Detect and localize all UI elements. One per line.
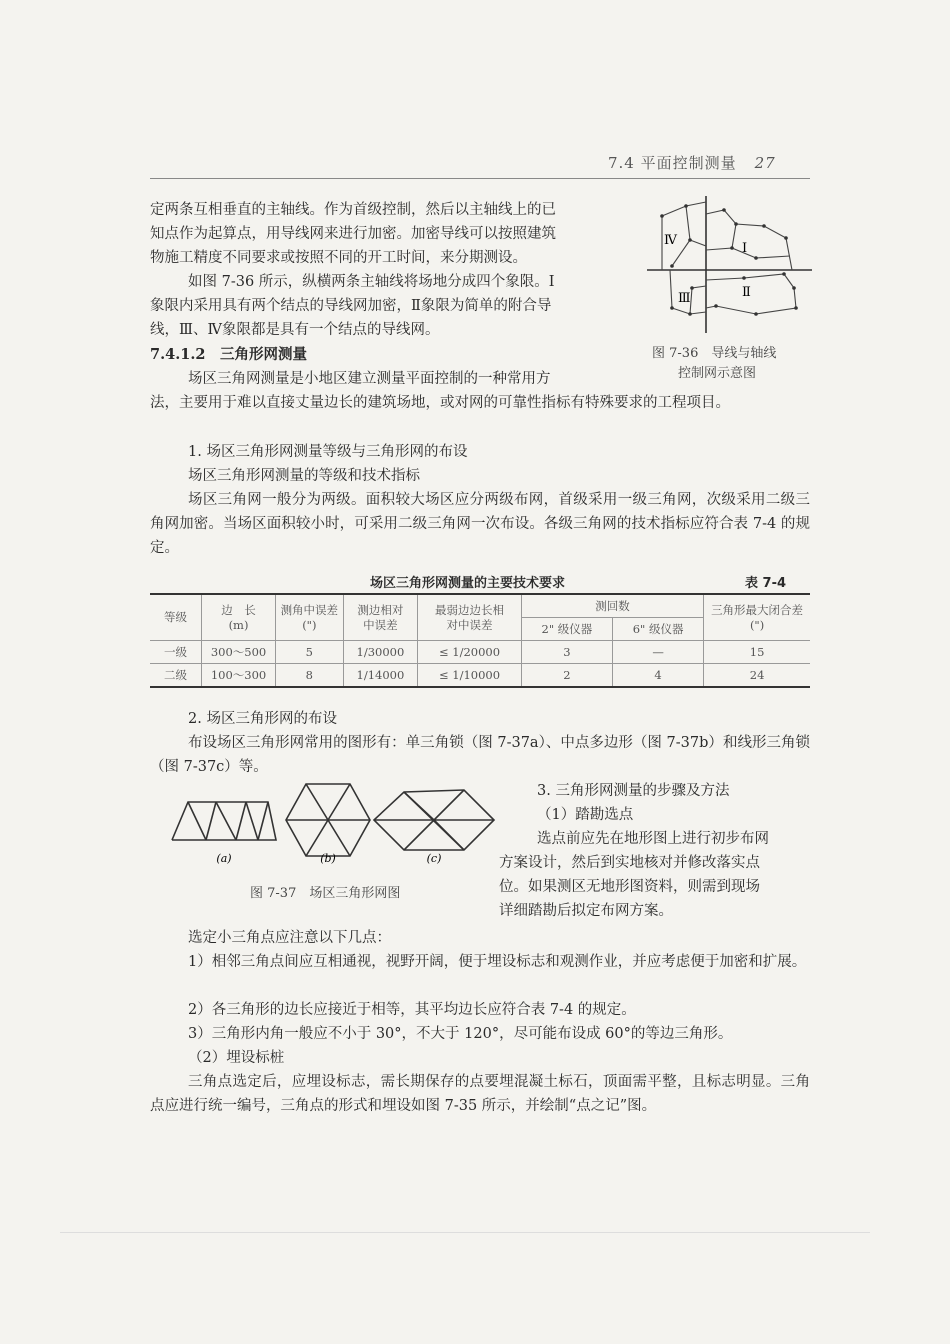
paragraph-6-line: 位。如果测区无地形图资料，则需到现场	[499, 879, 760, 895]
header-angle-error: 测角中误差 (")	[275, 594, 343, 641]
paragraph-3-rest: 法，主要用于难以直接丈量边长的建筑场地，或对网的可靠性指标有特殊要求的工程项目。	[150, 395, 730, 411]
running-head	[608, 152, 776, 173]
figure-7-37-caption: 图 7-37 场区三角形网图	[250, 886, 401, 901]
cell-grade: 一级	[150, 641, 202, 664]
running-head-section: 7.4 平面控制测量	[608, 154, 737, 172]
cell-rounds-6: 4	[613, 664, 704, 688]
subheading: 场区三角形网测量的等级和技术指标	[188, 468, 420, 484]
paragraph-3-line: 场区三角网测量是小地区建立测量平面控制的一种常用方	[188, 371, 551, 387]
header-grade: 等级	[150, 594, 202, 641]
paragraph-6-line: 方案设计，然后到实地核对并修改落实点	[499, 855, 760, 871]
note-1: 1）相邻三角点间应互相通视，视野开阔，便于埋设标志和观测作业，并应考虑便于加密和扩展。	[188, 954, 807, 970]
list-heading-2: 2. 场区三角形网的布设	[188, 711, 337, 727]
cell-rel: 1/14000	[343, 664, 417, 688]
quadrant-label-iv: Ⅳ	[664, 233, 677, 248]
single-triangle-chain	[172, 802, 276, 840]
paragraph-2-line: 如图 7-36 所示，纵横两条主轴线将场地分成四个象限。Ⅰ	[188, 274, 555, 290]
figure-c-label: (c)	[426, 852, 442, 865]
paragraph-6-line: 详细踏勘后拟定布网方案。	[499, 903, 673, 919]
step-heading-2: （2）埋设标桩	[188, 1050, 285, 1066]
quadrant-label-ii: Ⅱ	[742, 285, 751, 300]
quadrant-i-traverse	[732, 248, 790, 258]
table-number: 表 7-4	[745, 576, 787, 591]
note-3: 3）三角形内角一般应不小于 30°，不大于 120°，尽可能布设成 60°的等边三角形。	[188, 1026, 733, 1042]
header-weakest-side-error: 最弱边边长相 对中误差	[418, 594, 522, 641]
cell-angle: 5	[275, 641, 343, 664]
quadrant-i-traverse	[706, 224, 736, 250]
linear-triangle-chain	[374, 790, 494, 850]
cell-side: 100～300	[202, 664, 276, 688]
cell-rel: 1/30000	[343, 641, 417, 664]
note-2: 2）各三角形的边长应接近于相等，其平均边长应符合表 7-4 的规定。	[188, 1002, 636, 1018]
list-heading-3: 3. 三角形网测量的步骤及方法	[537, 783, 730, 799]
figure-a-label: (a)	[216, 852, 232, 865]
quadrant-i-traverse	[706, 210, 792, 270]
cell-weak: ≤ 1/20000	[418, 641, 522, 664]
section-heading: 7.4.1.2 三角形网测量	[150, 346, 308, 363]
paragraph-2-line: 象限内采用具有两个结点的导线网加密，Ⅱ象限为简单的附合导	[150, 298, 552, 314]
header-6-second-instrument: 6" 级仪器	[613, 618, 704, 641]
cell-rounds-6: —	[613, 641, 704, 664]
paragraph-1-line: 定两条互相垂直的主轴线。作为首级控制，然后以主轴线上的已	[150, 202, 556, 218]
table-title: 场区三角形网测量的主要技术要求	[370, 576, 566, 591]
figure-7-36-caption-line2: 控制网示意图	[678, 366, 757, 381]
header-side-length: 边 长 (m)	[202, 594, 276, 641]
figure-b-label: (b)	[320, 852, 336, 865]
triangulation-network-figure	[168, 782, 508, 882]
header-closure: 三角形最大闭合差 (")	[704, 594, 810, 641]
paragraph-1-line: 物施工精度不同要求或按照不同的开工时间，来分期测设。	[150, 250, 527, 266]
technical-requirements-table	[150, 593, 810, 688]
paragraph-7: 选定小三角点应注意以下几点：	[188, 930, 391, 946]
page-number: 27	[754, 154, 776, 172]
cell-closure: 15	[704, 641, 810, 664]
paragraph-1-line: 知点作为起算点，用导线网来进行加密。加密导线可以按照建筑	[150, 226, 556, 242]
paragraph-2-line: 线，Ⅲ、Ⅳ象限都是具有一个结点的导线网。	[150, 322, 440, 338]
cell-rounds-2: 2	[521, 664, 612, 688]
paragraph-8: 三角点选定后，应埋设标志，需长期保存的点要埋混凝土标石，顶面需平整，且标志明显。三角点应进行统一编号，三角点的形式和埋设如图 7-35 所示，并绘制“点之记”图。	[150, 1074, 810, 1114]
figure-7-36-caption-line1: 图 7-36 导线与轴线	[652, 346, 777, 361]
cell-grade: 二级	[150, 664, 202, 688]
table-row	[150, 664, 810, 688]
paragraph-6-line: 选点前应先在地形图上进行初步布网	[537, 831, 769, 847]
header-2-second-instrument: 2" 级仪器	[521, 618, 612, 641]
table-row	[150, 641, 810, 664]
cell-side: 300～500	[202, 641, 276, 664]
paragraph-5: 布设场区三角形网常用的图形有：单三角锁（图 7-37a）、中点多边形（图 7-37b）和线形三角锁（图 7-37c）等。	[150, 735, 810, 775]
quadrant-label-iii: Ⅲ	[678, 291, 691, 306]
cell-closure: 24	[704, 664, 810, 688]
traverse-axis-network-figure	[644, 188, 814, 338]
cell-rounds-2: 3	[521, 641, 612, 664]
central-polygon	[286, 784, 370, 856]
cell-angle: 8	[275, 664, 343, 688]
table-header-row	[150, 594, 810, 618]
quadrant-ii-traverse	[706, 274, 796, 314]
header-rule	[150, 178, 810, 179]
quadrant-label-i: Ⅰ	[742, 241, 748, 256]
header-observation-rounds: 测回数	[521, 594, 703, 618]
paragraph-4: 场区三角网一般分为两级。面积较大场区应分两级布网，首级采用一级三角网，次级采用二级三角网加密。当场区面积较小时，可采用二级三角网一次布设。各级三角网的技术指标应符合表 7-4 的规定。	[150, 492, 810, 556]
quadrant-iii-traverse	[690, 286, 706, 314]
cell-weak: ≤ 1/10000	[418, 664, 522, 688]
page-bottom-shadow	[60, 1232, 870, 1233]
list-heading-1: 1. 场区三角形网测量等级与三角形网的布设	[188, 444, 468, 460]
header-side-relative-error: 测边相对 中误差	[343, 594, 417, 641]
step-heading-1: （1）踏勘选点	[537, 807, 634, 823]
